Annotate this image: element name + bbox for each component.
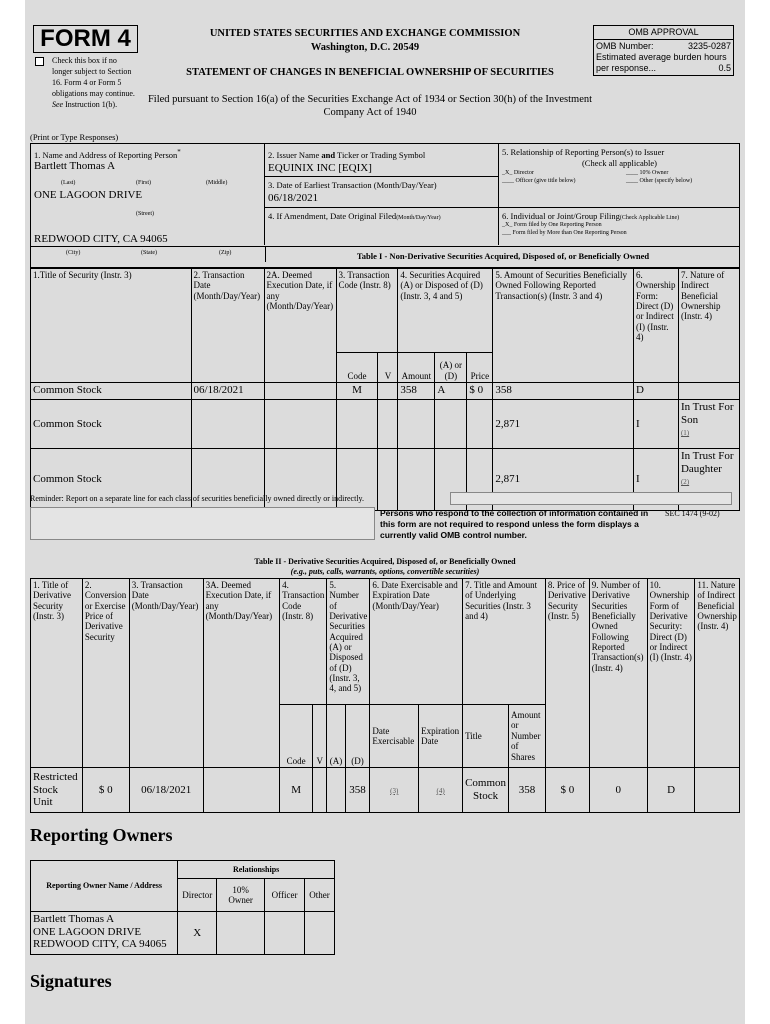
t2-h3a: 3A. Deemed Execution Date, if any (Month/Day/Year)	[203, 579, 280, 768]
t1-r1-owned: 2,871	[493, 400, 634, 449]
t2-date-ex: Date Exercisable	[370, 705, 419, 768]
reporting-owners-table	[30, 860, 335, 955]
checkbox-note: Check this box if no longer subject to Section 16. Form 4 or Form 5 obligations may continue. See Instruction 1(b).	[52, 56, 135, 109]
t1-h2a: 2A. Deemed Execution Date, if any (Month/Day/Year)	[264, 269, 336, 383]
t2-v: V	[313, 705, 327, 768]
reminder-box-right	[450, 492, 732, 505]
t2-h10: 10. Ownership Form of Derivative Security: Direct (D) or Indirect (I) (Instr. 4)	[647, 579, 695, 768]
t2-h1: 1. Title of Derivative Security (Instr. 3)	[31, 579, 83, 768]
earliest-transaction-date: 06/18/2021	[268, 192, 319, 204]
filed-pursuant: Filed pursuant to Section 16(a) of the Securities Exchange Act of 1934 or Section 30(h) of the Investment Company Act of 1940	[147, 94, 593, 118]
t2-h9: 9. Number of Derivative Securities Beneficially Owned Following Reported Transaction(s) (Instr. 4)	[589, 579, 647, 768]
filing-more: ___ Form filed by More than One Reporting Person	[502, 230, 627, 236]
form-label: FORM 4	[33, 25, 138, 53]
box6-filing	[499, 208, 740, 245]
t1-amount: Amount	[398, 353, 435, 383]
persons-notice: Persons who respond to the collection of information contained in this form are not required to respond unless the form displays a currently valid OMB control number.	[380, 508, 649, 540]
first-label: (First)	[136, 180, 151, 186]
t2-h8: 8. Price of Derivative Security (Instr. 5)	[545, 579, 589, 768]
t2-r0-owned: 0	[589, 768, 647, 813]
signatures-heading: Signatures	[30, 971, 112, 991]
other-option: ____ Other (specify below)	[626, 178, 693, 184]
t2-d: (D)	[345, 705, 370, 768]
officer-option: ____ Officer (give title below)	[502, 178, 576, 184]
filing-one: _X_ Form filed by One Reporting Person	[502, 222, 602, 228]
print-note: (Print or Type Responses)	[30, 132, 119, 142]
t1-r0-code: M	[336, 383, 378, 400]
t1-r1-form: I	[633, 400, 678, 449]
t2-r0-date-ex	[370, 768, 419, 813]
t2-r0-form: D	[647, 768, 695, 813]
t2-r0-code: M	[280, 768, 313, 813]
t2-amount: Amount or Number of Shares	[509, 705, 546, 768]
t1-h7: 7. Nature of Indirect Beneficial Ownership (Instr. 4)	[678, 269, 739, 383]
footnote-link-4[interactable]: (4)	[436, 786, 445, 795]
t2-h5: 5. Number of Derivative Securities Acquired (A) or Disposed of (D) (Instr. 3, 4, and 5)	[327, 579, 370, 705]
owner-address: Bartlett Thomas A ONE LAGOON DRIVE REDWOOD CITY, CA 94065	[31, 912, 178, 955]
t2-title: Title	[463, 705, 509, 768]
t1-h6: 6. Ownership Form: Direct (D) or Indirect (I) (Instr. 4)	[633, 269, 678, 383]
last-label: (Last)	[61, 180, 76, 186]
t1-r0-nature	[678, 383, 739, 400]
omb-burden-label: Estimated average burden hours per response...	[596, 52, 727, 73]
t2-h3: 3. Transaction Date (Month/Day/Year)	[129, 579, 203, 768]
sec-code: SEC 1474 (9-02)	[665, 509, 720, 518]
middle-label: (Middle)	[206, 180, 228, 186]
t1-code: Code	[336, 353, 378, 383]
t2-r0-a	[327, 768, 345, 813]
statement-title: STATEMENT OF CHANGES IN BENEFICIAL OWNERSHIP OF SECURITIES	[186, 67, 554, 78]
reporting-owners-heading: Reporting Owners	[30, 825, 173, 845]
t1-r0-owned: 358	[493, 383, 634, 400]
box5-sub: (Check all applicable)	[581, 158, 658, 168]
table2-title: Table II - Derivative Securities Acquired, Disposed of, or Beneficially Owned	[254, 557, 516, 566]
t2-r0-u-title: Common Stock	[463, 768, 509, 813]
t2-h6: 6. Date Exercisable and Expiration Date (Month/Day/Year)	[370, 579, 463, 705]
t2-exp: Expiration Date	[419, 705, 463, 768]
footnote-link-2[interactable]: (2)	[680, 478, 690, 487]
table-row	[31, 383, 740, 400]
t1-r0-amount: 358	[398, 383, 435, 400]
t1-r1-nature: In Trust For Son (1)	[678, 400, 739, 449]
t1-h1: 1.Title of Security (Instr. 3)	[31, 269, 192, 383]
t2-r0-v	[313, 768, 327, 813]
table-row	[31, 912, 335, 955]
table-row	[31, 400, 740, 449]
director-header: Director	[178, 879, 217, 912]
t2-h7: 7. Title and Amount of Underlying Securities (Instr. 3 and 4)	[463, 579, 546, 705]
table-row	[31, 768, 740, 813]
t1-r0-title: Common Stock	[31, 383, 192, 400]
t1-r0-v	[378, 383, 398, 400]
t2-r0-d: 358	[345, 768, 370, 813]
form-page	[25, 0, 745, 1024]
t2-r0-exp	[419, 768, 463, 813]
t1-r2-nature: In Trust For Daughter (2)	[678, 449, 739, 511]
t2-r0-date: 06/18/2021	[129, 768, 203, 813]
header-fields	[30, 143, 740, 247]
omb-number-label: OMB Number:	[596, 40, 654, 51]
footnote-link-3[interactable]: (3)	[390, 786, 399, 795]
owner-name-header: Reporting Owner Name / Address	[31, 861, 178, 912]
t1-r2-form: I	[633, 449, 678, 511]
t1-h3: 3. Transaction Code (Instr. 8)	[336, 269, 398, 353]
box1-name: 1. Name and Address of Reporting Person* Bartlett Thomas A (Last) (First) (Middle) ONE LAGOON DRIVE (Street) REDWOOD CITY, CA 94065	[31, 144, 265, 245]
state-label: (State)	[141, 250, 157, 256]
agency-title: UNITED STATES SECURITIES AND EXCHANGE COMMISSION	[209, 28, 521, 39]
street-label: (Street)	[136, 211, 154, 217]
t2-r0-conv: $ 0	[82, 768, 129, 813]
t1-aord: (A) or (D)	[435, 353, 467, 383]
agency-location: Washington, D.C. 20549	[310, 42, 420, 53]
reminder: Reminder: Report on a separate line for each class of securities beneficially owned directly or indirectly.	[30, 494, 365, 503]
box3-date	[265, 177, 499, 208]
t2-code: Code	[280, 705, 313, 768]
address-labels-row	[30, 247, 740, 268]
issuer-value: EQUINIX INC [EQIX]	[268, 162, 372, 174]
footnote-link-1[interactable]: (1)	[680, 429, 690, 438]
t1-r2-title: Common Stock	[31, 449, 192, 511]
t2-r0-deemed	[203, 768, 280, 813]
t1-r0-date: 06/18/2021	[191, 383, 264, 400]
t1-h5: 5. Amount of Securities Beneficially Owned Following Reported Transaction(s) (Instr. 3 and 4)	[493, 269, 634, 383]
t1-r0-deemed	[264, 383, 336, 400]
box2-label: 2. Issuer Name and Ticker or Trading Symbol	[268, 150, 426, 160]
director-option: _X_ Director	[502, 170, 534, 176]
t2-r0-nature	[695, 768, 740, 813]
t1-r2-owned: 2,871	[493, 449, 634, 511]
no-longer-subject-checkbox[interactable]	[35, 57, 44, 66]
table2-derivative	[30, 578, 740, 813]
box6-label: 6. Individual or Joint/Group Filing(Check Applicable Line)	[502, 211, 680, 221]
t2-r0-price: $ 0	[545, 768, 589, 813]
zip-label: (Zip)	[219, 250, 232, 256]
table1-title: Table I - Non-Derivative Securities Acquired, Disposed of, or Beneficially Owned	[265, 247, 740, 262]
box2-issuer	[265, 144, 499, 177]
city-line: REDWOOD CITY, CA 94065	[34, 233, 168, 245]
t2-a: (A)	[327, 705, 345, 768]
table1-non-derivative	[30, 268, 740, 511]
owner10-option: ____ 10% Owner	[626, 170, 669, 176]
box3-label: 3. Date of Earliest Transaction (Month/Day/Year)	[268, 180, 437, 190]
omb-burden-value: 0.5	[718, 62, 731, 73]
street-value: ONE LAGOON DRIVE	[34, 189, 143, 201]
table2-subtitle: (e.g., puts, calls, warrants, options, convertible securities)	[290, 567, 480, 576]
relationships-header: Relationships	[178, 861, 335, 879]
t1-r0-form: D	[633, 383, 678, 400]
t2-r0-title: Restricted Stock Unit	[31, 768, 83, 813]
box1-label: 1. Name and Address of Reporting Person	[34, 149, 178, 160]
officer-header: Officer	[265, 879, 305, 912]
box5-label: 5. Relationship of Reporting Person(s) to Issuer	[502, 147, 665, 157]
city-label: (City)	[66, 250, 81, 256]
t2-h2: 2. Conversion or Exercise Price of Derivative Security	[82, 579, 129, 768]
t2-h11: 11. Nature of Indirect Beneficial Ownership (Instr. 4)	[695, 579, 740, 768]
t2-r0-u-amount: 358	[509, 768, 546, 813]
owner10-header: 10% Owner	[217, 879, 265, 912]
t2-h4: 4. Transaction Code (Instr. 8)	[280, 579, 327, 705]
t1-r1-title: Common Stock	[31, 400, 192, 449]
reporting-person-name: Bartlett Thomas A	[34, 160, 116, 172]
box4-label: 4. If Amendment, Date Original Filed(Month/Day/Year)	[268, 211, 441, 221]
t1-price: Price	[467, 353, 493, 383]
t1-r0-price: $ 0	[467, 383, 493, 400]
omb-title: OMB APPROVAL	[594, 26, 733, 40]
t1-h4: 4. Securities Acquired (A) or Disposed of (D) (Instr. 3, 4 and 5)	[398, 269, 493, 353]
box4-amendment	[265, 208, 499, 245]
omb-approval-box	[593, 25, 734, 76]
omb-number: 3235-0287	[687, 40, 731, 51]
box5-relationship	[499, 144, 740, 208]
t1-v: V	[378, 353, 398, 383]
director-mark: X	[178, 912, 217, 955]
reminder-box-left	[30, 507, 375, 540]
other-header: Other	[305, 879, 335, 912]
t1-h2: 2. Transaction Date (Month/Day/Year)	[191, 269, 264, 383]
t1-r0-aord: A	[435, 383, 467, 400]
